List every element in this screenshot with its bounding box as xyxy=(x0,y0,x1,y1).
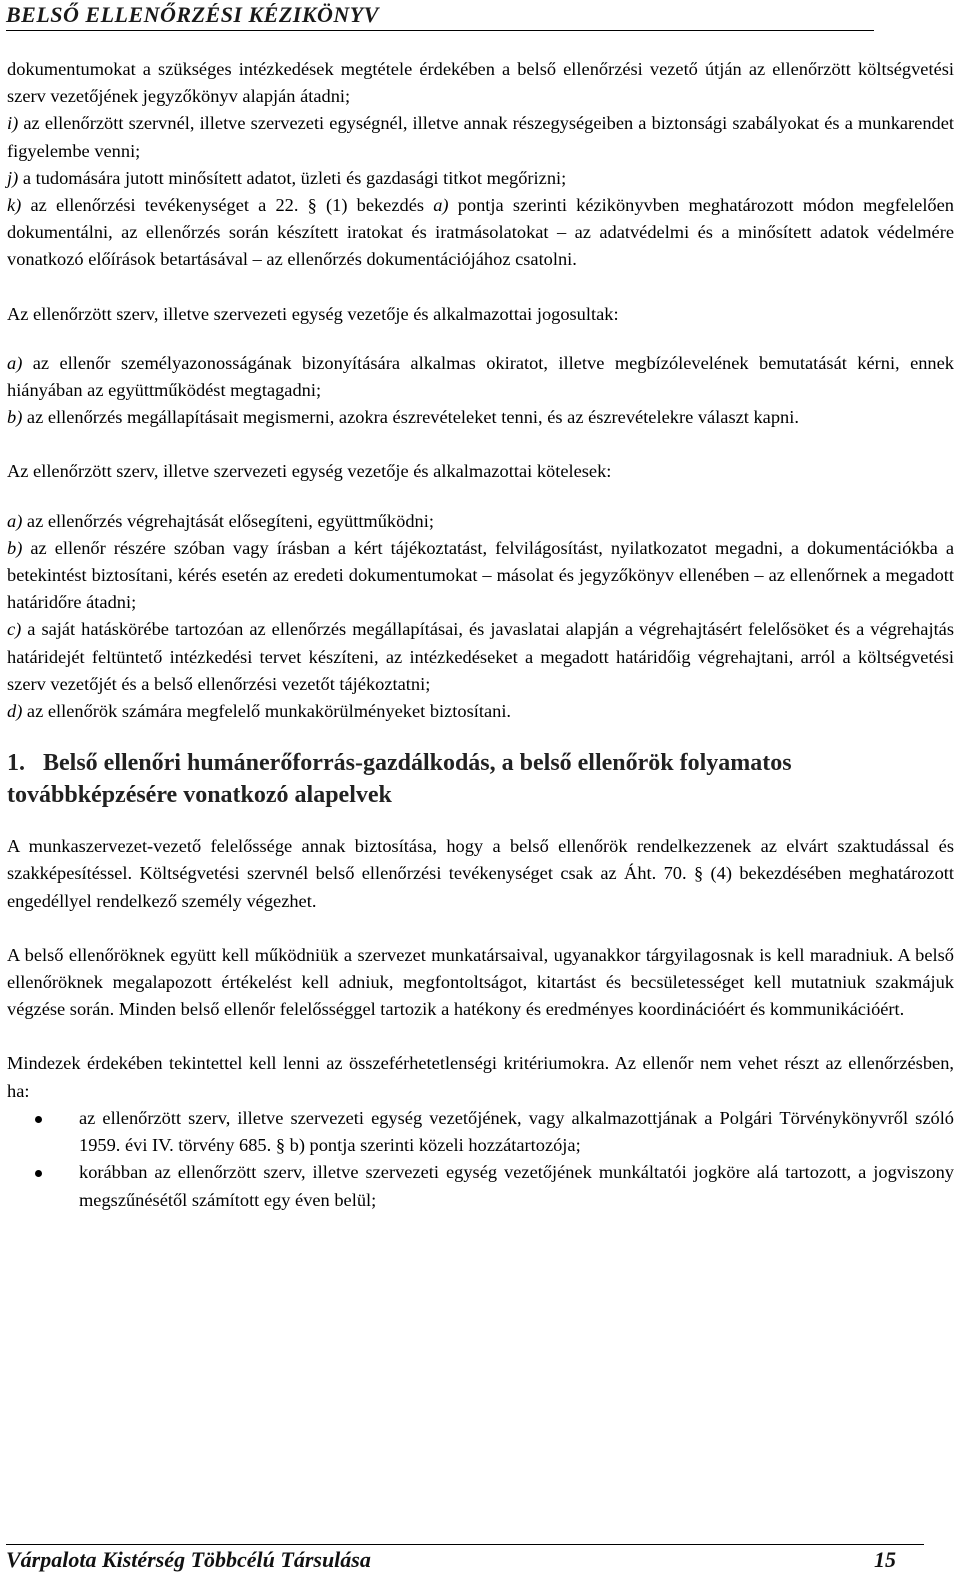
bullet-list xyxy=(7,1105,954,1214)
item-text: az ellenőr részére szóban vagy írásban a kért tájékoztatást, felvilágosítást, nyilatkozatot megadni, a dokumentációkba a betekintést biztosítani, kérés esetén az eredeti dokumentumokat – másolat és jegyzőkönyv ellenében – az ellenőrnek a megadott határidőre átadni; xyxy=(7,537,954,613)
item-text: a saját hatáskörébe tartozóan az ellenőrzés megállapításai, és javaslatai alapján a végrehajtásért felelősöket és a végrehajtás határidejét feltüntető intézkedési tervet készíteni, az intézkedéseket a megadott határidőig végrehajtani, arról a költségvetési szerv vezetőjét és a belső ellenőrzési vezetőt tájékoztatni; xyxy=(7,619,954,694)
rights-item-b xyxy=(7,404,954,431)
item-marker: d) xyxy=(7,701,23,722)
paragraph: A munkaszervezet-vezető felelőssége annak biztosítása, hogy a belső ellenőrök rendelkezzenek az elvárt szaktudással és szakképesítéssel. Költségvetési szervnél belső ellenőrzési tevékenységet csak az Áht. 70. § (4) bekezdésében meghatározott engedéllyel rendelkező személy végezhet. xyxy=(7,836,954,911)
item-marker: k) xyxy=(7,195,22,216)
item-marker: a) xyxy=(7,510,23,531)
footer-org: Várpalota Kistérség Többcélú Társulása xyxy=(6,1547,371,1572)
item-marker: j) xyxy=(7,167,19,188)
item-text: a tudomására jutott minősített adatot, üzleti és gazdasági titkot megőrizni; xyxy=(18,167,567,188)
item-marker: c) xyxy=(7,619,22,640)
item-text: az ellenőr személyazonosságának bizonyítására alkalmas okiratot, illetve megbízólevelének bemutatását kérni, ennek hiányában az együttműködést megtagadni; xyxy=(7,352,954,401)
rights-item-a xyxy=(7,350,954,404)
list-item xyxy=(7,1159,954,1213)
paragraph: A belső ellenőröknek együtt kell működniük a szervezet munkatársaival, ugyanakkor tárgyilagosnak is kell maradniuk. A belső ellenőröknek megalapozott értékelést kell adniuk, megfontoltságot, kitartást és becsületességet kell mutatniuk szakmájuk végzése során. Minden belső ellenőr felelősséggel tartozik a hatékony és eredményes koordinációért és kommunikációért. xyxy=(7,944,954,1020)
bullet-icon xyxy=(35,1116,42,1123)
item-text: az ellenőrzés megállapításait megismerni, azokra észrevételeket tenni, és az észrevételekre választ kapni. xyxy=(22,407,799,428)
list-item-text: az ellenőrzött szerv, illetve szervezeti egység vezetőjének, vagy alkalmazottjának a Polgári Törvénykönyvről szóló 1959. évi IV. törvény 685. § b) pontja szerinti közeli hozzátartozója; xyxy=(79,1107,954,1156)
page-footer xyxy=(6,1544,924,1573)
paragraph: dokumentumokat a szükséges intézkedések megtétele érdekében a belső ellenőrzési vezető útján az ellenőrzött költségvetési szerv vezetőjének jegyzőkönyv alapján átadni; xyxy=(7,59,954,107)
section-title: Belső ellenőri humánerőforrás-gazdálkodás, a belső ellenőrök folyamatos továbbképzésére vonatkozó alapelvek xyxy=(7,750,792,809)
list-item-j xyxy=(7,165,954,192)
document-body xyxy=(7,56,954,1214)
item-text: az ellenőrzött szervnél, illetve szervezeti egységnél, illetve annak részegységeiben a biztonsági szabályokat és a munkarendet figyelembe venni; xyxy=(7,113,954,161)
item-text-cont: pontja szerinti kézikönyvben meghatározott módon megfelelően dokumentálni, az ellenőrzés során készített iratokat és iratmásolatokat – az adatvédelmi és a minősített adatok védelmére vonatkozó előírások betartásával – az ellenőrzés dokumentációjához csatolni. xyxy=(7,195,954,270)
item-text: az ellenőrök számára megfelelő munkakörülményeket biztosítani. xyxy=(22,701,512,722)
duties-item-a xyxy=(7,508,954,535)
list-item-text: korábban az ellenőrzött szerv, illetve szervezeti egység vezetőjének munkáltatói jogköre alá tartozott, a jogviszony megszűnésétől számított egy éven belül; xyxy=(79,1162,954,1210)
section-number: 1. xyxy=(7,750,25,777)
list-item-k xyxy=(7,192,954,274)
inline-marker: a) xyxy=(433,195,449,216)
section-heading xyxy=(7,747,954,811)
page-header xyxy=(6,2,874,31)
item-text: az ellenőrzési tevékenységet a 22. § (1) bekezdés xyxy=(21,195,434,216)
item-marker: i) xyxy=(7,113,19,134)
rights-intro: Az ellenőrzött szerv, illetve szervezeti egység vezetője és alkalmazottai jogosultak: xyxy=(7,303,619,324)
duties-intro: Az ellenőrzött szerv, illetve szervezeti egység vezetője és alkalmazottai kötelesek: xyxy=(7,461,612,482)
item-text: az ellenőrzés végrehajtását elősegíteni, együttműködni; xyxy=(22,510,434,531)
duties-item-c xyxy=(7,616,954,698)
header-title: BELSŐ ELLENŐRZÉSI KÉZIKÖNYV xyxy=(6,2,379,27)
list-item xyxy=(7,1105,954,1159)
list-item-i xyxy=(7,110,954,164)
duties-item-d xyxy=(7,698,954,725)
item-marker: b) xyxy=(7,407,23,428)
item-marker: a) xyxy=(7,352,23,373)
duties-item-b xyxy=(7,535,954,617)
page-number: 15 xyxy=(874,1547,896,1572)
item-marker: b) xyxy=(7,537,23,558)
bullet-icon xyxy=(35,1170,42,1177)
paragraph: Mindezek érdekében tekintettel kell lenni az összeférhetetlenségi kritériumokra. Az ellenőr nem vehet részt az ellenőrzésben, ha: xyxy=(7,1053,954,1101)
